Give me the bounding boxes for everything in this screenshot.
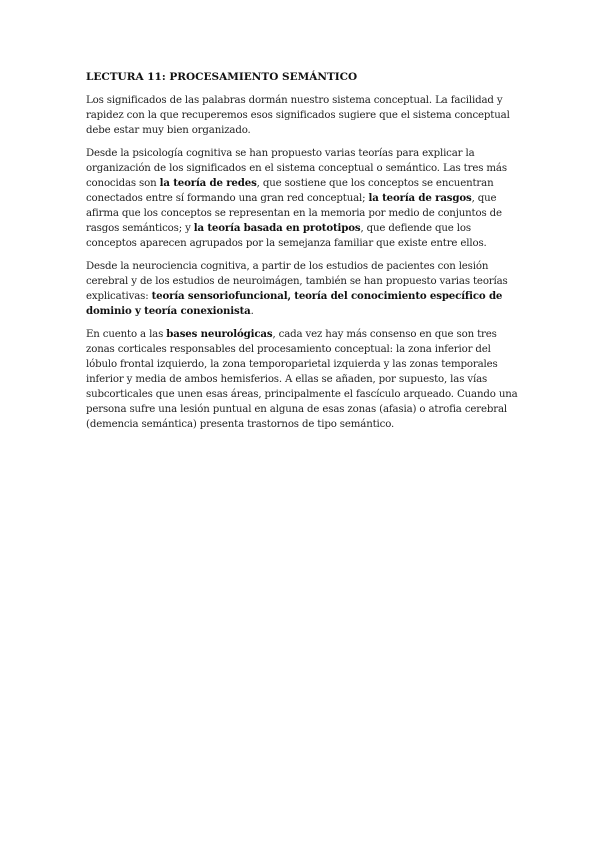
- text-run: , que sostiene que los conceptos se encuentran conectados entre sí formando una gran red conceptual;: [86, 178, 494, 204]
- document-body: [86, 70, 518, 440]
- text-run: En cuento a las: [86, 329, 167, 340]
- bold-term-network-theory: la teoría de redes: [159, 177, 257, 189]
- text-run: .: [250, 306, 254, 317]
- paragraph-neurological-bases: [86, 327, 518, 432]
- text-run: , cada vez hay más consenso en que son tres zonas corticales responsables del procesamiento conceptual: la zona inferior del lóbulo frontal izquierdo, la zona temporoparietal izquierda y las zonas temporales inferior y media de ambos hemisferios. A ellas se añaden, por supuesto, las vías subcorticales que unen esas áreas, principalmente el fascículo arqueado. Cuando una persona sufre una lesión puntual en alguna de esas zonas (afasia) o atrofia cerebral (demencia semántica) presenta trastornos de tipo semántico.: [86, 329, 518, 430]
- bold-term-neuro-theories: teoría sensoriofuncional, teoría del conocimiento específico de dominio y teoría conexionista: [86, 290, 503, 317]
- text-run: , que defiende que los conceptos aparecen agrupados por la semejanza familiar que existe entre ellos.: [86, 223, 487, 249]
- bold-term-feature-theory: la teoría de rasgos: [368, 192, 472, 204]
- bold-term-prototype-theory: la teoría basada en prototipos: [193, 222, 361, 234]
- paragraph-psychology-theories: [86, 146, 518, 251]
- paragraph-intro: Los significados de las palabras dormán nuestro sistema conceptual. La facilidad y rapidez con la que recuperemos esos significados sugiere que el sistema conceptual debe estar muy bien organizado.: [86, 95, 510, 136]
- text-run: , que afirma que los conceptos se representan en la memoria por medio de conjuntos de rasgos semánticos; y: [86, 193, 502, 234]
- text-run: Desde la neurociencia cognitiva, a partir de los estudios de pacientes con lesión cerebral y de los estudios de neuroimágen, también se han propuesto varias teorías explicativas:: [86, 261, 508, 302]
- document-title: LECTURA 11: PROCESAMIENTO SEMÁNTICO: [86, 71, 358, 83]
- bold-term-neurological-bases: bases neurológicas: [166, 328, 273, 340]
- text-run: Desde la psicología cognitiva se han propuesto varias teorías para explicar la organización de los significados en el sistema conceptual o semántico. Las tres más conocidas son: [86, 148, 507, 189]
- paragraph-neuroscience-theories: [86, 259, 518, 319]
